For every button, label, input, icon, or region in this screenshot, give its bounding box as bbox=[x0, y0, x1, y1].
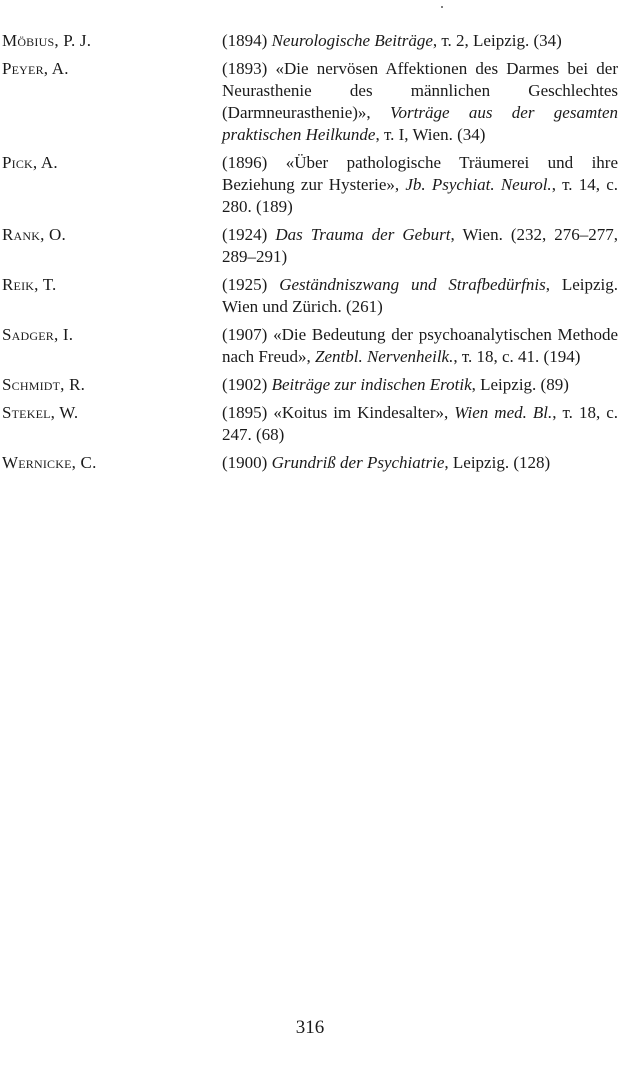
entry-reference bbox=[222, 324, 618, 368]
reference-text: (1902) bbox=[222, 375, 272, 394]
reference-text: , т. 18, с. 247. (68) bbox=[222, 403, 619, 444]
bibliography-entry bbox=[0, 374, 620, 396]
reference-text: (1896) «Über pathologische Träumerei und ihre Beziehung zur Hysterie», bbox=[222, 153, 618, 194]
reference-title: Grundriß der Psychiatrie bbox=[271, 453, 445, 472]
entry-reference bbox=[222, 152, 618, 218]
reference-text: , Leipzig. (128) bbox=[444, 453, 551, 472]
bibliography-entry bbox=[0, 324, 620, 368]
reference-title: Beiträge zur indischen Erotik bbox=[271, 375, 472, 394]
reference-title: Vorträge aus der gesamten praktischen Heilkunde bbox=[222, 103, 618, 144]
reference-text: , Leipzig. Wien und Zürich. (261) bbox=[222, 275, 618, 316]
reference-text: (1924) bbox=[222, 225, 276, 244]
entry-author: Rank, O. bbox=[2, 225, 66, 244]
reference-text: , т. 18, с. 41. (194) bbox=[453, 347, 581, 366]
reference-text: , т. I, Wien. (34) bbox=[375, 125, 486, 144]
bibliography-entry bbox=[0, 402, 620, 446]
reference-text: (1893) «Die nervösen Affektionen des Darmes bei der Neurasthenie des männlichen Geschlechtes (Darmneurasthenie)», bbox=[222, 59, 618, 122]
reference-title: Wien med. Bl. bbox=[454, 403, 553, 422]
entry-author: Stekel, W. bbox=[2, 403, 79, 422]
reference-text: , Wien. (232, 276–277, 289–291) bbox=[222, 225, 619, 266]
entry-author: Pick, A. bbox=[2, 153, 58, 172]
entry-reference bbox=[222, 274, 618, 318]
bibliography-entry bbox=[0, 274, 620, 318]
print-speck bbox=[441, 6, 443, 8]
entry-reference bbox=[222, 374, 618, 396]
entry-author: Wernicke, C. bbox=[2, 453, 97, 472]
entry-author: Schmidt, R. bbox=[2, 375, 86, 394]
reference-title: Jb. Psychiat. Neurol. bbox=[405, 175, 552, 194]
bibliography-entry bbox=[0, 152, 620, 218]
bibliography-entry bbox=[0, 58, 620, 146]
reference-text: (1925) bbox=[222, 275, 280, 294]
reference-text: (1894) bbox=[222, 31, 272, 50]
page-number: 316 bbox=[295, 1017, 325, 1038]
entry-reference bbox=[222, 58, 618, 146]
reference-text: (1895) «Koitus im Kindesalter», bbox=[222, 403, 455, 422]
entry-author: Peyer, A. bbox=[2, 59, 69, 78]
reference-title: Geständniszwang und Strafbedürfnis bbox=[279, 275, 546, 294]
bibliography-list bbox=[0, 30, 620, 480]
entry-author: Möbius, P. J. bbox=[2, 31, 92, 50]
reference-title: Das Trauma der Geburt bbox=[275, 225, 451, 244]
reference-text: (1907) «Die Bedeutung der psychoanalytischen Methode nach Freud», bbox=[222, 325, 618, 366]
reference-text: , т. 2, Leipzig. (34) bbox=[432, 31, 562, 50]
reference-text: , Leipzig. (89) bbox=[471, 375, 569, 394]
entry-reference bbox=[222, 452, 618, 474]
entry-author: Reik, T. bbox=[2, 275, 57, 294]
bibliography-entry bbox=[0, 452, 620, 474]
reference-title: Zentbl. Nervenheilk. bbox=[315, 347, 454, 366]
reference-text: , т. 14, с. 280. (189) bbox=[222, 175, 618, 216]
bibliography-entry bbox=[0, 30, 620, 52]
entry-author: Sadger, I. bbox=[2, 325, 74, 344]
reference-title: Neurologische Beiträge bbox=[271, 31, 433, 50]
entry-reference bbox=[222, 402, 618, 446]
reference-text: (1900) bbox=[222, 453, 272, 472]
entry-reference bbox=[222, 224, 618, 268]
entry-reference bbox=[222, 30, 618, 52]
bibliography-entry bbox=[0, 224, 620, 268]
